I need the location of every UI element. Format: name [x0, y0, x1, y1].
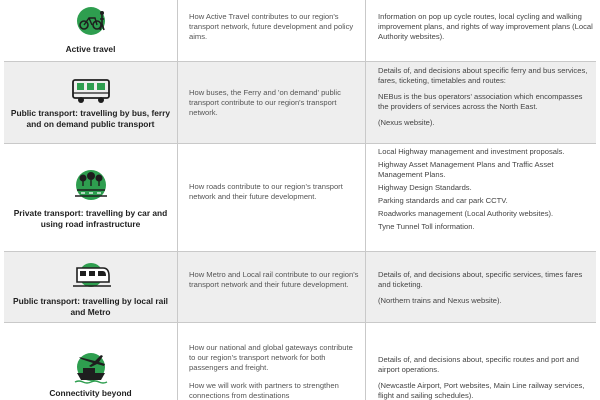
description-text: How buses, the Ferry and 'on demand' public transport contribute to our region's transport network.: [189, 88, 341, 117]
table-row-bus-ferry: [4, 62, 596, 144]
info-text: Roadworks management (Local Authority websites).: [378, 209, 554, 218]
description-text: How we will work with partners to strengthen connections from destinations: [189, 381, 339, 400]
info-text: Highway Design Standards.: [378, 183, 472, 192]
info-text: Details of, and decisions about specific ferry and bus services, fares, ticketing, timetables and routes:: [378, 66, 588, 85]
description-text: How our national and global gateways contribute to our region's transport network for both passengers and freight.: [189, 343, 353, 372]
info-text: Tyne Tunnel Toll information.: [378, 222, 475, 231]
train-icon: [69, 262, 113, 292]
info-cell: [366, 62, 596, 143]
info-text: (Northern trains and Nexus website).: [378, 296, 502, 305]
info-text: Details of, and decisions about, specific services, times fares and ticketing.: [378, 270, 583, 289]
table-row-rail-metro: [4, 252, 596, 323]
road-trees-icon: [69, 168, 113, 202]
description-cell: [178, 252, 366, 322]
info-text: (Nexus website).: [378, 118, 435, 127]
table-row-active-travel: [4, 0, 596, 62]
info-text: NEBus is the bus operators' association which encompasses the providers of services across the North East.: [378, 92, 583, 111]
description-cell: [178, 0, 366, 61]
info-text: Parking standards and car park CCTV.: [378, 196, 508, 205]
info-text: Information on pop up cycle routes, local cycling and walking improvement plans, and rights of way improvement plans (Local Authority websites).: [378, 12, 593, 41]
category-cell: [4, 144, 178, 251]
info-cell: [366, 323, 596, 400]
description-cell: [178, 144, 366, 251]
category-label: Private transport: travelling by car and using road infrastructure: [13, 208, 168, 229]
info-text: (Newcastle Airport, Port websites, Main Line railway services, flight and sailing schedules).: [378, 381, 585, 400]
info-cell: [366, 252, 596, 322]
info-cell: [366, 144, 596, 251]
info-text: Highway Asset Management Plans and Traffic Asset Management Plans.: [378, 160, 554, 179]
bicycle-person-icon: [69, 6, 113, 36]
info-text: Local Highway management and investment proposals.: [378, 147, 565, 156]
description-text: How Metro and Local rail contribute to our region's transport network and their future development.: [189, 270, 359, 289]
description-cell: [178, 323, 366, 400]
info-text: Details of, and decisions about, specific routes and port and airport operations.: [378, 355, 579, 374]
category-cell: [4, 62, 178, 143]
description-cell: [178, 62, 366, 143]
category-label: Connectivity beyond: [49, 388, 132, 398]
category-label: Public transport: travelling by bus, ferry and on demand public transport: [10, 108, 171, 129]
category-label: Public transport: travelling by local rail and Metro: [13, 296, 168, 317]
plane-ship-icon: [69, 349, 113, 385]
description-text: How Active Travel contributes to our region's transport network, future development and policy aims.: [189, 12, 354, 41]
category-cell: [4, 323, 178, 400]
table-row-private-transport: [4, 144, 596, 252]
info-cell: [366, 0, 596, 61]
bus-icon: [69, 77, 113, 105]
category-cell: [4, 252, 178, 322]
category-label: Active travel: [65, 44, 116, 54]
category-cell: [4, 0, 178, 61]
table-row-connectivity: [4, 323, 596, 400]
description-text: How roads contribute to our region's transport network and their future development.: [189, 182, 343, 201]
